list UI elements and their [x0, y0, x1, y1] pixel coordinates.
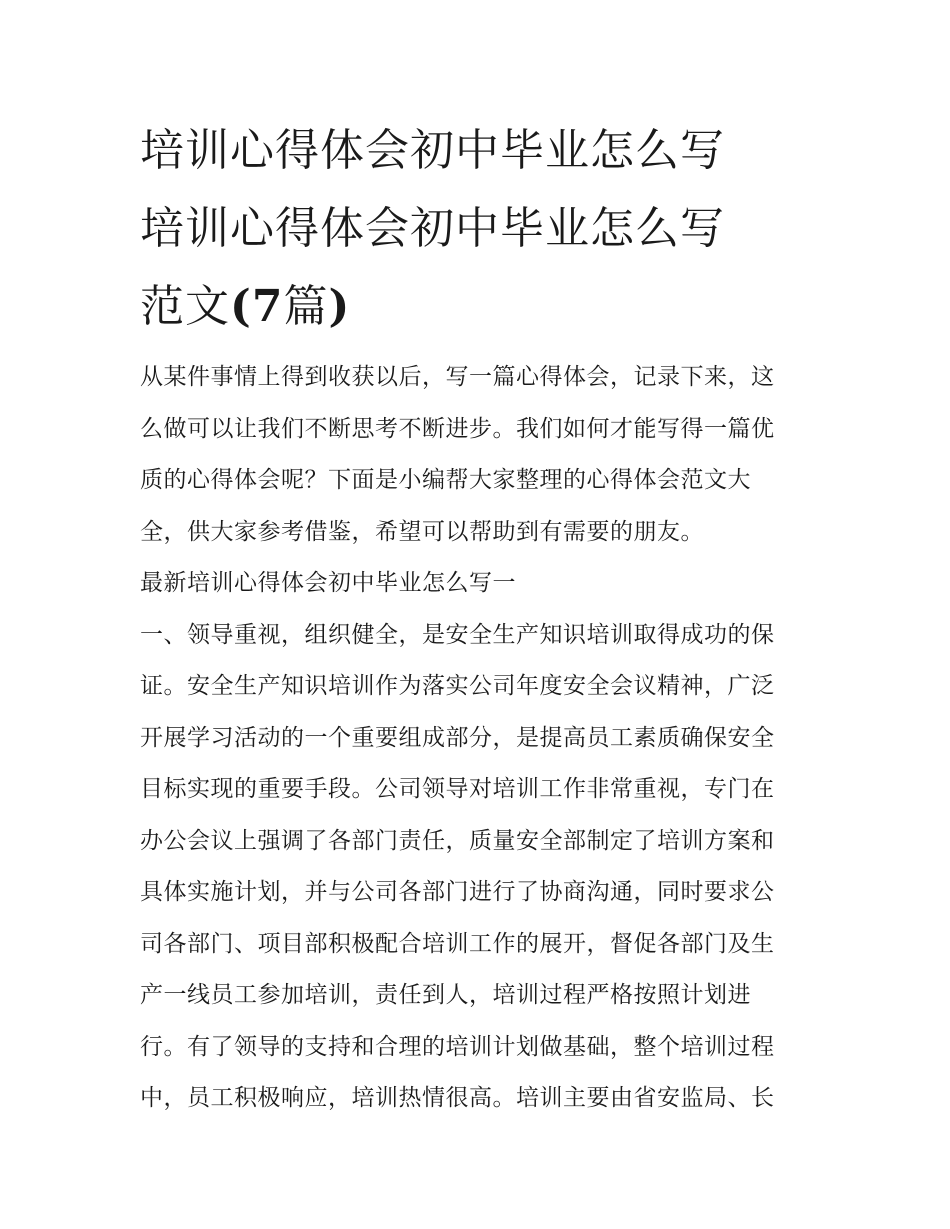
body-line: 证。安全生产知识培训作为落实公司年度安全会议精神，广泛 [140, 673, 775, 699]
body-line: 司各部门、项目部积极配合培训工作的展开，督促各部门及生 [140, 930, 775, 957]
title-line-3-count: (7 [230, 281, 284, 332]
title-line-3-unit: 篇 [283, 281, 329, 332]
body-line: 中，员工积极响应，培训热情很高。培训主要由省安监局、长 [140, 1085, 775, 1111]
body-line: 一、领导重视，组织健全，是安全生产知识培训取得成功的保 [140, 621, 775, 648]
body-line: 行。有了领导的支持和合理的培训计划做基础，整个培训过程 [140, 1033, 775, 1060]
body-line: 办公会议上强调了各部门责任，质量安全部制定了培训方案和 [140, 827, 775, 854]
body-line: 质的心得体会呢？下面是小编帮大家整理的心得体会范文大 [140, 467, 751, 493]
section-heading: 最新培训心得体会初中毕业怎么写一 [140, 570, 516, 596]
title-line-1: 培训心得体会初中毕业怎么写 [140, 125, 725, 176]
body-line: 目标实现的重要手段。公司领导对培训工作非常重视，专门在 [140, 776, 775, 802]
body-line: 开展学习活动的一个重要组成部分，是提高员工素质确保安全 [140, 724, 775, 751]
document-title [140, 112, 820, 346]
title-line-3 [140, 268, 820, 346]
title-line-3-suffix: ) [328, 281, 351, 332]
body-line: 从某件事情上得到收获以后，写一篇心得体会，记录下来，这 [140, 364, 775, 390]
body-line: 具体实施计划，并与公司各部门进行了协商沟通，同时要求公 [140, 879, 775, 905]
document-body [140, 352, 820, 1125]
title-line-3-prefix: 范文 [140, 281, 230, 332]
body-line: 产一线员工参加培训，责任到人，培训过程严格按照计划进 [140, 982, 751, 1008]
body-line: 全，供大家参考借鉴，希望可以帮助到有需要的朋友。 [140, 518, 704, 545]
body-line: 么做可以让我们不断思考不断进步。我们如何才能写得一篇优 [140, 415, 775, 442]
title-line-2: 培训心得体会初中毕业怎么写 [140, 203, 725, 254]
